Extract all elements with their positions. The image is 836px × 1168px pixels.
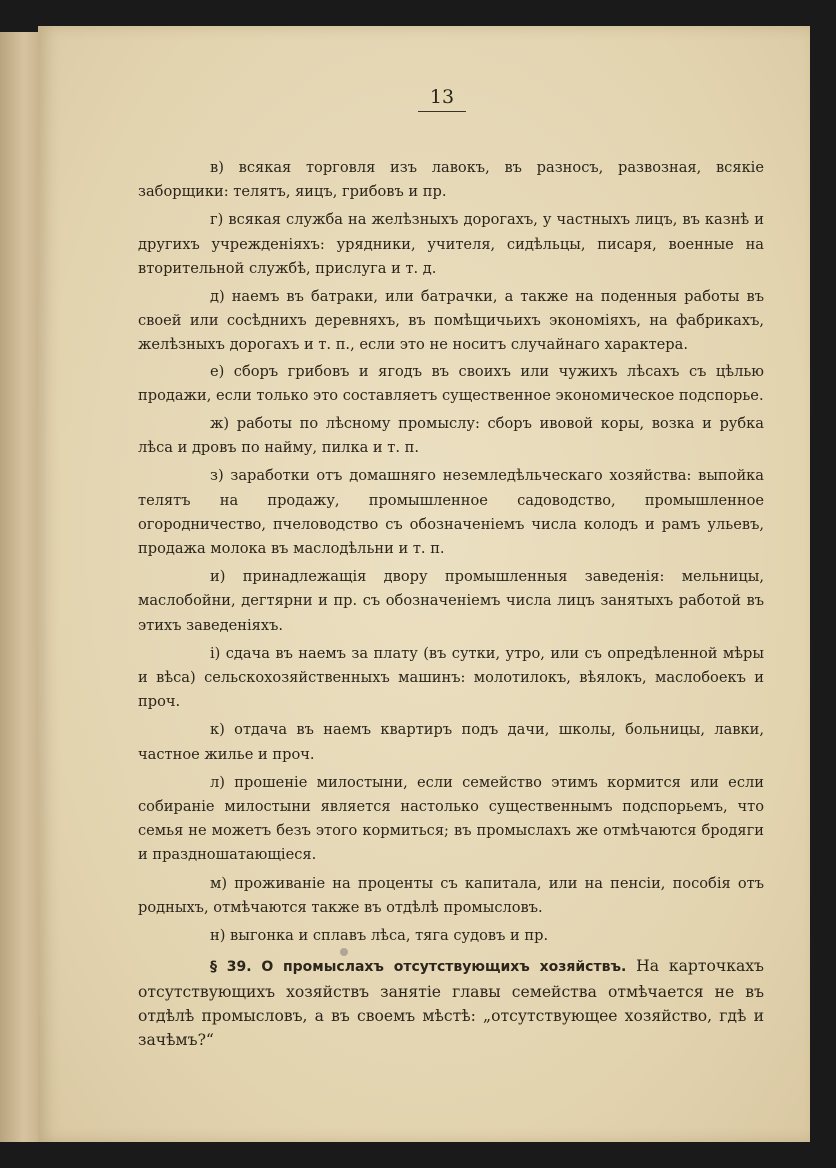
page-text [138, 156, 764, 1068]
ink-blot [340, 948, 348, 956]
paragraph-n: н) выгонка и сплавъ лѣса, тяга судовъ и пр. [210, 927, 549, 945]
paragraph-e: е) сборъ грибовъ и ягодъ въ своихъ или чужихъ лѣсахъ съ цѣлью продажи, если только это составляетъ существенное экономическое подспорье. [138, 362, 764, 404]
section-39 [138, 954, 764, 1052]
paragraph-m: м) проживаніе на проценты съ капитала, или на пенсіи, пособія отъ родныхъ, отмѣчаются также въ отдѣлѣ промысловъ. [138, 874, 764, 916]
paragraph-l: л) прошеніе милостыни, если семейство этимъ кормится или если собираніе милостыни является настолько существеннымъ подспорьемъ, что семья не можетъ безъ этого кормиться; въ промыслахъ же отмѣчаются бродяги и праздношатающіеся. [138, 773, 764, 864]
paragraph-g: г) всякая служба на желѣзныхъ дорогахъ, у частныхъ лицъ, въ казнѣ и другихъ учрежденіяхъ: урядники, учителя, сидѣльцы, писаря, военные на вторительной службѣ, прислуга и т. д. [138, 211, 764, 277]
paragraph-k: к) отдача въ наемъ квартиръ подъ дачи, школы, больницы, лавки, частное жилье и проч. [138, 721, 764, 763]
paragraph-d: д) наемъ въ батраки, или батрачки, а также на поденныя работы въ своей или сосѣднихъ деревняхъ, въ помѣщичьихъ экономіяхъ, на фабрикахъ, желѣзныхъ дорогахъ и т. п., если это не носитъ случайнаго характера. [138, 288, 764, 354]
paragraph-i-dot: і) сдача въ наемъ за плату (въ сутки, утро, или съ опредѣленной мѣры и вѣса) сельскохозяйственныхъ машинъ: молотилокъ, вѣялокъ, маслобоекъ и проч. [138, 644, 764, 711]
paragraph-zh: ж) работы по лѣсному промыслу: сборъ ивовой коры, возка и рубка лѣса и дровъ по найму, пилка и т. п. [138, 415, 764, 457]
section-heading: § 39. О промыслахъ отсутствующихъ хозяйствъ. [210, 959, 627, 976]
page-number: 13 [418, 86, 466, 112]
section-body: На карточкахъ отсутствующихъ хозяйствъ занятіе главы семейства отмѣчается не въ отдѣлѣ промысловъ, а въ своемъ мѣстѣ: „отсутствующее хозяйство, гдѣ и зачѣмъ?“ [138, 957, 764, 1049]
paragraph-v: в) всякая торговля изъ лавокъ, въ разносъ, развозная, всякіе заборщики: телятъ, яицъ, грибовъ и пр. [138, 159, 764, 201]
adjacent-page-edge [0, 32, 42, 1142]
book-page [38, 26, 810, 1142]
paragraph-i: и) принадлежащія двору промышленныя заведенія: мельницы, маслобойни, дегтярни и пр. съ обозначеніемъ числа лицъ занятыхъ работой въ этихъ заведеніяхъ. [138, 568, 764, 634]
paragraph-z: з) заработки отъ домашняго неземледѣльческаго хозяйства: выпойка телятъ на продажу, промышленное садоводство, промышленное огородничество, пчеловодство съ обозначеніемъ числа колодъ и рамъ ульевъ, продажа молока въ маслодѣльни и т. п. [138, 467, 764, 558]
